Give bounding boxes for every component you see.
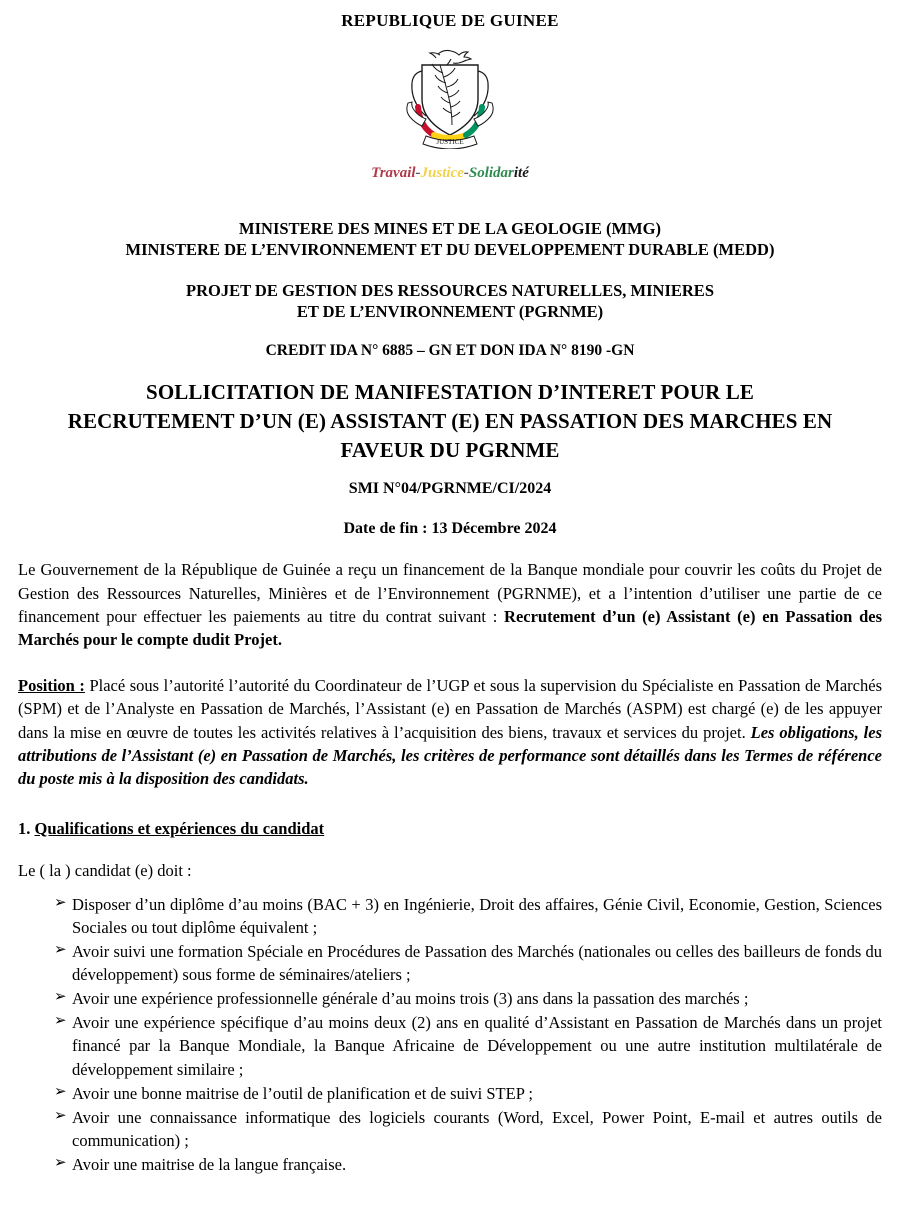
motto-dash-2: -	[463, 165, 469, 181]
motto-dash-1: -	[415, 165, 421, 181]
position-paragraph	[18, 674, 882, 791]
section-number: 1.	[18, 818, 31, 838]
bullet-arrow-icon: ➢	[54, 1154, 67, 1171]
guinea-coat-of-arms-icon	[394, 41, 506, 149]
section-heading-qualifications	[18, 819, 882, 839]
bullet-arrow-icon: ➢	[54, 989, 67, 1006]
list-item	[54, 987, 882, 1010]
bullet-arrow-icon: ➢	[54, 894, 67, 911]
republic-heading: REPUBLIQUE DE GUINEE	[341, 11, 559, 30]
position-label: Position :	[18, 675, 85, 695]
bullet-arrow-icon: ➢	[54, 1107, 67, 1124]
list-item	[54, 1011, 882, 1080]
bullet-arrow-icon: ➢	[54, 1013, 67, 1030]
page-title	[18, 378, 882, 464]
project-line-2: ET DE L’ENVIRONNEMENT (PGRNME)	[296, 302, 604, 322]
position-description: Placé sous l’autorité l’autorité du Coordinateur de l’UGP et sous la supervision du Spécialiste en Passation de Marchés (SPM) et de l’Analyste en Passation de Marchés, l’Assistant (e) en Passation de Marchés (ASPM) est chargé (e) de les appuyer dans la mise en œuvre de toutes les activités relatives à l’acquisition des biens, travaux et services du projet.	[18, 675, 882, 742]
ministry-line-1: MINISTERE DES MINES ET DE LA GEOLOGIE (MMG)	[239, 219, 661, 238]
motto-solidar: Solidar	[468, 165, 514, 181]
intro-paragraph	[18, 558, 882, 652]
intro-text: Le Gouvernement de la République de Guinée a reçu un financement de la Banque mondiale pour couvrir les coûts du Projet de Gestion des Ressources Naturelles, Minières et de l’Environnement (PGRNME), et a l’intention d’utiliser une partie de ce financement pour effectuer les paiements au titre du contrat suivant :	[18, 560, 882, 626]
list-item-text: Avoir une bonne maitrise de l’outil de planification et de suivi STEP ;	[72, 1083, 533, 1103]
list-item-text: Disposer d’un diplôme d’au moins (BAC + 3) en Ingénierie, Droit des affaires, Génie Civil, Economie, Gestion, Sciences Sociales ou tout diplôme équivalent ;	[72, 894, 882, 937]
smi-reference: SMI N°04/PGRNME/CI/2024	[348, 480, 552, 498]
list-item	[54, 1153, 882, 1176]
list-item-text: Avoir une expérience spécifique d’au moins deux (2) ans en qualité d’Assistant en Passation de Marchés dans un projet financé par la Banque Mondiale, la Banque Africaine de Développement ou une autre institution multilatérale de développement similaire ;	[72, 1013, 882, 1079]
motto-justice: Justice	[420, 165, 464, 181]
bullet-arrow-icon: ➢	[54, 942, 67, 959]
credit-reference: CREDIT IDA N° 6885 – GN ET DON IDA N° 8190 -GN	[265, 342, 635, 360]
svg-text:JUSTICE: JUSTICE	[436, 138, 464, 146]
list-item-text: Avoir suivi une formation Spéciale en Procédures de Passation des Marchés (nationales ou celles des bailleurs de fonds du développement) sous forme de séminaires/ateliers ;	[72, 942, 882, 985]
list-item	[54, 893, 882, 939]
intro-contract-name: Recrutement d’un (e) Assistant (e) en Passation des Marchés pour le compte dudit Projet.	[18, 606, 883, 650]
shield-outline	[422, 65, 478, 135]
project-heading	[18, 280, 882, 322]
list-item-text: Avoir une connaissance informatique des logiciels courants (Word, Excel, Power Point, E-mail et autres outils de communication) ;	[72, 1107, 882, 1150]
section-title: Qualifications et expériences du candidat	[34, 818, 325, 838]
deadline-date: Date de fin : 13 Décembre 2024	[343, 520, 557, 538]
ministry-line-2: MINISTERE DE L’ENVIRONNEMENT ET DU DEVELOPPEMENT DURABLE (MEDD)	[125, 240, 775, 260]
motto-ite: ité	[513, 165, 529, 181]
document-content	[18, 0, 882, 1176]
main-title-line-1: SOLLICITATION DE MANIFESTATION D’INTERET POUR LE	[146, 380, 754, 405]
main-title-line-2: RECRUTEMENT D’UN (E) ASSISTANT (E) EN PASSATION DES MARCHES EN	[67, 408, 833, 433]
national-motto	[18, 165, 882, 182]
candidate-lead-line: Le ( la ) candidat (e) doit :	[18, 860, 192, 880]
qualifications-list	[18, 893, 882, 1176]
emblem-container	[18, 41, 882, 149]
bullet-arrow-icon: ➢	[54, 1083, 67, 1100]
list-item-text: Avoir une maitrise de la langue française.	[72, 1154, 347, 1174]
ministry-headings	[18, 218, 882, 260]
motto-travail: Travail	[371, 165, 416, 181]
list-item	[54, 1082, 882, 1105]
project-line-1: PROJET DE GESTION DES RESSOURCES NATURELLES, MINIERES	[186, 281, 714, 301]
main-title-line-3: FAVEUR DU PGRNME	[340, 437, 560, 462]
list-item-text: Avoir une expérience professionnelle générale d’au moins trois (3) ans dans la passation des marchés ;	[72, 989, 749, 1009]
list-item	[54, 940, 882, 986]
position-emphasis: Les obligations, les attributions de l’Assistant (e) en Passation de Marchés, les critères de performance sont détaillés dans les Termes de référence du poste mis à la disposition des candidats.	[18, 722, 882, 789]
list-item	[54, 1106, 882, 1152]
